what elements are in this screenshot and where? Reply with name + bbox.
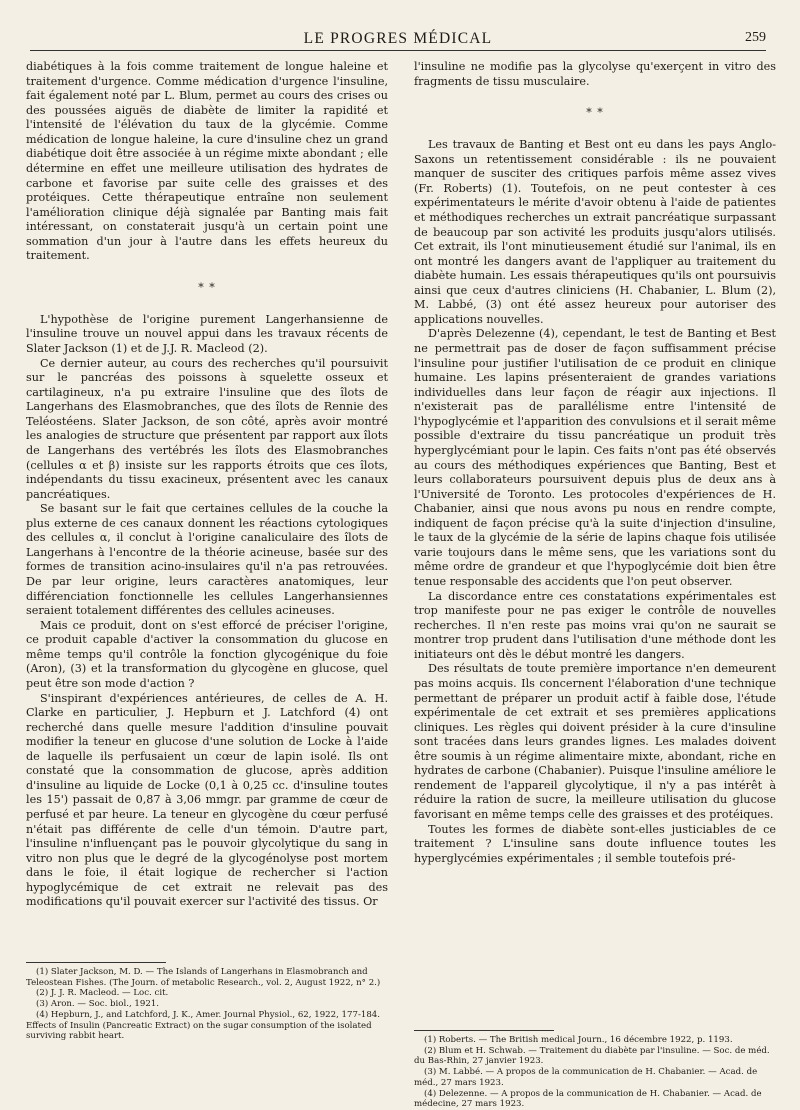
footnote: (4) Hepburn, J., and Latchford, J. K., Amer. Journal Physiol., 62, 1922, 177-184. Effects of Insulin (Pancreatic Extract) on the sugar consumption of the isolated surviving rabbit heart. <box>26 1009 380 1042</box>
footnote: (3) Aron. — Soc. biol., 1921. <box>36 999 160 1010</box>
running-header <box>30 28 766 51</box>
right-column <box>414 60 776 866</box>
journal-title: LE PROGRES MÉDICAL <box>303 30 493 47</box>
paragraph: diabétiques à la fois comme traitement de longue haleine et traitement d'urgence. Comme médication d'urgence l'insuline, fait également noté par L. Blum, permet au cours des crises ou des poussées aiguës de diabète de limiter la rapidité et l'intensité de l'élévation du taux de la glycémie. Comme médication de longue haleine, la cure d'insuline chez un grand diabétique doit être associée à un régime mixte abondant ; elle détermine en effet une meilleure utilisation des hydrates de carbone et favorise par suite celle des graisses et des protéiques. Cette thérapeutique entraîne non seulement l'amélioration clinique déjà signalée par Banting mais fait intéressant, on constaterait jusqu'à un certain point une sommation d'un jour à l'autre dans les effets heureux du traitement. <box>26 60 388 263</box>
paragraph: Les travaux de Banting et Best ont eu dans les pays Anglo-Saxons un retentissement considérable : ils ne pouvaient manquer de susciter des critiques parfois même assez vives (Fr. Roberts) (1). Toutefois, on ne peut contester à ces expérimentateurs le mérite d'avoir obtenu à l'aide de patientes et méthodiques recherches un extrait pancréatique surpassant de beaucoup par son activité les produits jusqu'alors utilisés. Cet extrait, ils l'ont minutieusement étudié sur l'animal, ils en ont montré les dangers avant de l'appliquer au traitement du diabète humain. Les essais thérapeutiques qu'ils ont poursuivis ainsi que ceux d'autres cliniciens (H. Chabanier, L. Blum (2), M. Labbé, (3) ont été assez heureux pour autoriser des applications nouvelles. <box>414 138 776 326</box>
paragraph: Des résultats de toute première importance n'en demeurent pas moins acquis. Ils concernent l'élaboration d'une technique permettant de préparer un produit actif à faible dose, l'étude expérimentale de cet extrait et ses premières applications cliniques. Les règles qui doivent présider à la cure d'insuline sont tracées dans leurs grandes lignes. Les malades doivent être soumis à un régime alimentaire mixte, abondant, riche en hydrates de carbone (Chabanier). Puisque l'insuline améliore le rendement de l'appareil glycolytique, il n'y a pas intérêt à réduire la ration de sucre, la meilleure utilisation du glucose favorisant en même temps celle des graisses et des protéiques. <box>414 662 776 821</box>
footnote: (4) Delezenne. — A propos de la communication de H. Chabanier. — Acad. de médecine, 27 mars 1923. <box>414 1088 762 1110</box>
paragraph: D'après Delezenne (4), cependant, le test de Banting et Best ne permettrait pas de doser de façon suffisamment précise l'insuline pour justifier l'utilisation de ce produit en clinique humaine. Les lapins présenteraient de grandes variations individuelles dans leur façon de réagir aux injections. Il n'existerait pas de parallélisme entre l'intensité de l'hypoglycémie et l'apparition des convulsions et il serait même possible d'extraire du tissu pancréatique un produit très hyperglycémiant pour le lapin. Ces faits n'ont pas été observés au cours des méthodiques expériences que Banting, Best et leurs collaborateurs poursuivent depuis plus de deux ans à l'Université de Toronto. Les protocoles d'expériences de H. Chabanier, ainsi que nous avons pu nous en rendre compte, indiquent de façon précise qu'à la suite d'injection d'insuline, le taux de la glycémie de la série de lapins chaque fois utilisée varie toujours dans le même sens, que les variations sont du même ordre de grandeur et que l'hypoglycémie doit bien être tenue responsable des accidents que l'on peut observer. <box>414 327 776 588</box>
right-footnotes <box>414 1030 776 1110</box>
paragraph: S'inspirant d'expériences antérieures, de celles de A. H. Clarke en particulier, J. Hepburn et J. Latchford (4) ont recherché dans quelle mesure l'addition d'insuline pouvait modifier la teneur en glucose d'une solution de Locke à l'aide de laquelle ils perfusaient un cœur de lapin isolé. Ils ont constaté que la consommation de glucose, après addition d'insuline au liquide de Locke (0,1 à 0,25 cc. d'insuline toutes les 15') passait de 0,87 à 3,06 mmgr. par gramme de cœur de perfusé et par heure. La teneur en glycogène du cœur perfusé n'était pas différente de celle d'un témoin. D'autre part, l'insuline n'influençant pas le pouvoir glycolytique du sang in vitro non plus que le degré de la glycogénolyse post mortem dans le foie, il était logique de rechercher si l'action hypoglycémique de cet extrait ne relevait pas des modifications qu'il pouvait exercer sur l'activité des tissus. Or <box>26 691 388 909</box>
footnote-rule <box>414 1030 554 1031</box>
left-footnotes <box>26 962 388 1042</box>
page-number: 259 <box>745 30 766 45</box>
footnote-rule <box>26 962 166 963</box>
paragraph: Ce dernier auteur, au cours des recherches qu'il poursuivit sur le pancréas des poissons à squelette osseux et cartilagineux, n'a pu extraire l'insuline que des îlots de Langerhans des Elasmobranches, que des îlots de Rennie des Teléostéens. Slater Jackson, de son côté, après avoir montré les analogies de structure que présentent par rapport aux îlots de Langerhans des vertébrés les îlots des Elasmobranches (cellules α et β) insiste sur les rapports étroits que ces îlots, indépendants du tissu exacineux, présentent avec les canaux pancréatiques. <box>26 356 388 501</box>
paragraph: L'hypothèse de l'origine purement Langerhansienne de l'insuline trouve un nouvel appui dans les travaux récents de Slater Jackson (1) et de J.J. R. Macleod (2). <box>26 312 388 355</box>
paragraph: Mais ce produit, dont on s'est efforcé de préciser l'origine, ce produit capable d'activer la consommation du glucose en même temps qu'il contrôle la fonction glycogénique du foie (Aron), (3) et la transformation du glycogène en glucose, quel peut être son mode d'action ? <box>26 618 388 690</box>
paragraph: l'insuline ne modifie pas la glycolyse qu'exerçent in vitro des fragments de tissu musculaire. <box>414 60 776 88</box>
footnote: (3) M. Labbé. — A propos de la communication de H. Chabanier. — Acad. de méd., 27 mars 1923. <box>414 1067 758 1088</box>
section-separator: * * <box>198 280 216 294</box>
footnote: (2) J. J. R. Macleod. — Loc. cit. <box>36 988 169 999</box>
footnote: (2) Blum et H. Schwab. — Traitement du diabète par l'insuline. — Soc. de méd. du Bas-Rhin, 27 janvier 1923. <box>414 1045 770 1067</box>
section-separator: * * <box>586 106 604 120</box>
paragraph: Se basant sur le fait que certaines cellules de la couche la plus externe de ces canaux donnent les réactions cytologiques des cellules α, il conclut à l'origine canaliculaire des îlots de Langerhans à l'encontre de la théorie acineuse, basée sur des formes de transition acino-insulaires qu'il n'a pas retrouvées. De par leur origine, leurs caractères anatomiques, leur différenciation fonctionnelle les cellules Langerhansiennes seraient totalement différentes des cellules acineuses. <box>26 502 388 618</box>
paragraph: La discordance entre ces constatations expérimentales est trop manifeste pour ne pas exiger le contrôle de nouvelles recherches. Il n'en reste pas moins vrai qu'on ne saurait se montrer trop prudent dans l'utilisation d'une méthode dont les initiateurs ont dès le début montré les dangers. <box>414 589 776 661</box>
paragraph: Toutes les formes de diabète sont-elles justiciables de ce traitement ? L'insuline sans doute influence toutes les hyperglycémies expérimentales ; il semble toutefois pré- <box>414 822 776 865</box>
left-column <box>26 60 388 910</box>
footnote: (1) Roberts. — The British medical Journ., 16 décembre 1922, p. 1193. <box>424 1035 733 1045</box>
footnote: (1) Slater Jackson, M. D. — The Islands of Langerhans in Elasmobranch and Teleostean Fishes. (The Journ. of metabolic Research., vol. 2, August 1922, n° 2.) <box>26 967 381 988</box>
